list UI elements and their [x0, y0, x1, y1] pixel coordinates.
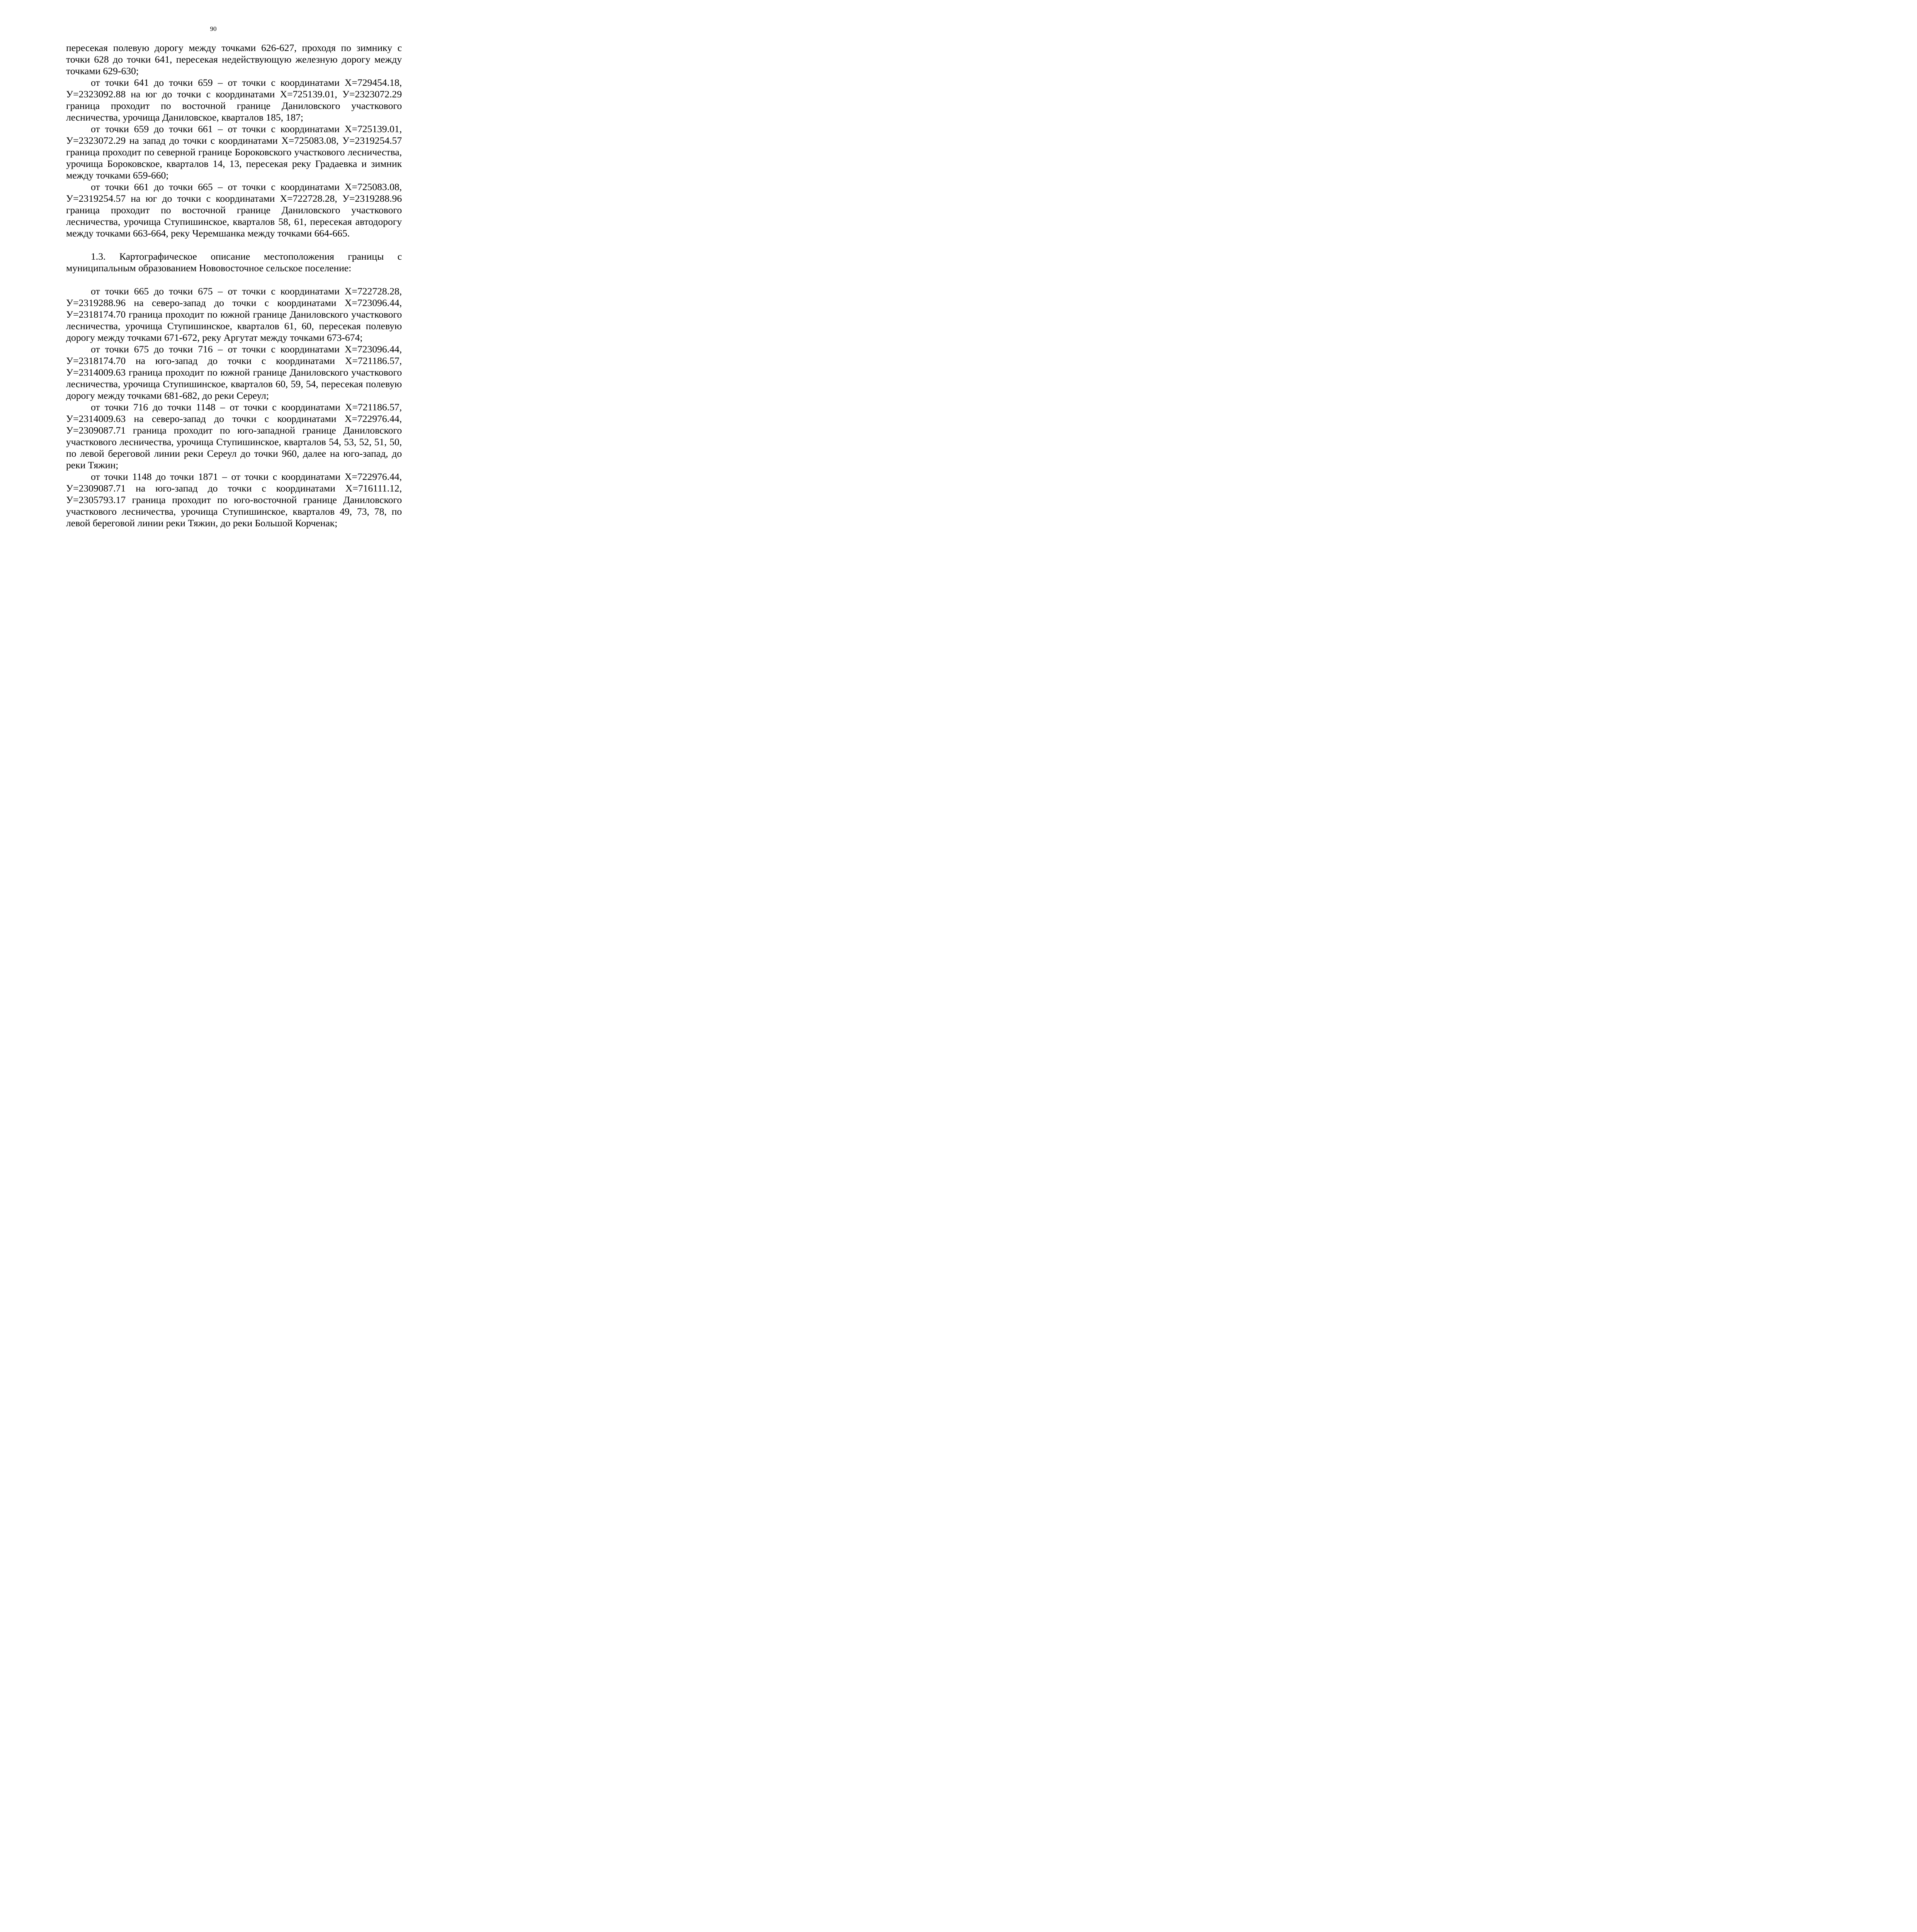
boundary-description-part-2 [66, 286, 402, 529]
boundary-description-part-1 [66, 42, 402, 239]
paragraph: от точки 641 до точки 659 – от точки с координатами Х=729454.18, У=2323092.88 на юг до точки с координатами Х=725139.01, У=2323072.29 граница проходит по восточной границе Даниловского участкового лесничества, урочища Даниловское, кварталов 185, 187; [66, 77, 402, 123]
document-body [66, 42, 402, 529]
page-number: 90 [210, 25, 217, 32]
paragraph: от точки 675 до точки 716 – от точки с координатами Х=723096.44, У=2318174.70 на юго-запад до точки с координатами Х=721186.57, У=2314009.63 граница проходит по южной границе Даниловского участкового лесничества, урочища Ступишинское, кварталов 60, 59, 54, пересекая полевую дорогу между точками 681-682, до реки Сереул; [66, 344, 402, 401]
paragraph: от точки 665 до точки 675 – от точки с координатами Х=722728.28, У=2319288.96 на северо-запад до точки с координатами Х=723096.44, У=2318174.70 граница проходит по южной границе Даниловского участкового лесничества, урочища Ступишинское, кварталов 61, 60, пересекая полевую дорогу между точками 671-672, реку Аргутат между точками 673-674; [66, 286, 402, 343]
paragraph: от точки 716 до точки 1148 – от точки с координатами Х=721186.57, У=2314009.63 на северо-запад до точки с координатами Х=722976.44, У=2309087.71 граница проходит по юго-западной границе Даниловского участкового лесничества, урочища Ступишинское, кварталов 54, 53, 52, 51, 50, по левой береговой линии реки Сереул до точки 960, далее на юго-запад, до реки Тяжин; [66, 401, 402, 471]
paragraph-gap [66, 239, 402, 251]
paragraph: от точки 1148 до точки 1871 – от точки с координатами Х=722976.44, У=2309087.71 на юго-запад до точки с координатами Х=716111.12, У=2305793.17 граница проходит по юго-восточной границе Даниловского участкового лесничества, урочища Ступишинское, кварталов 49, 73, 78, по левой береговой линии реки Тяжин, до реки Большой Корченак; [66, 471, 402, 529]
paragraph: от точки 661 до точки 665 – от точки с координатами Х=725083.08, У=2319254.57 на юг до точки с координатами Х=722728.28, У=2319288.96 граница проходит по восточной границе Даниловского участкового лесничества, урочища Ступишинское, кварталов 58, 61, пересекая автодорогу между точками 663-664, реку Черемшанка между точками 664-665. [66, 181, 402, 239]
section-heading: 1.3. Картографическое описание местоположения границы с муниципальным образованием Нововосточное сельское поселение: [66, 251, 402, 274]
paragraph-gap [66, 274, 402, 286]
paragraph: пересекая полевую дорогу между точками 626-627, проходя по зимнику с точки 628 до точки 641, пересекая недействующую железную дорогу между точками 629-630; [66, 42, 402, 77]
paragraph: от точки 659 до точки 661 – от точки с координатами Х=725139.01, У=2323072.29 на запад до точки с координатами Х=725083.08, У=2319254.57 граница проходит по северной границе Бороковского участкового лесничества, урочища Бороковское, кварталов 14, 13, пересекая реку Градаевка и зимник между точками 659-660; [66, 123, 402, 181]
